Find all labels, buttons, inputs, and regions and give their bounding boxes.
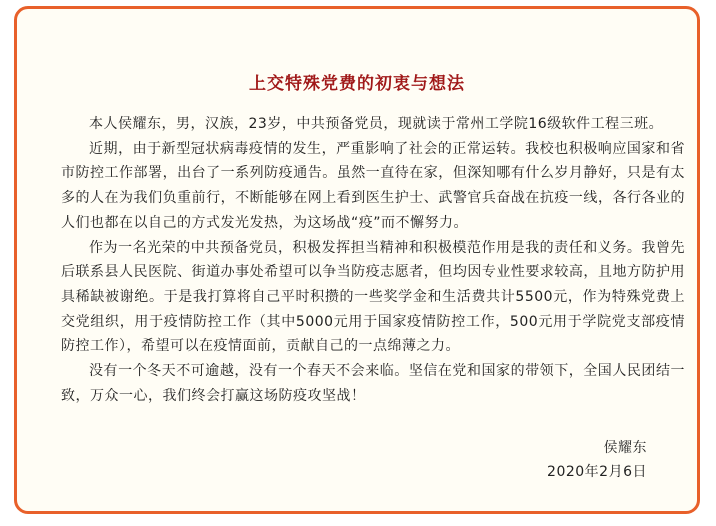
document-frame — [14, 6, 700, 514]
paragraph-background: 近期，由于新型冠状病毒疫情的发生，严重影响了社会的正常运转。我校也积极响应国家和省市防控工作部署，出台了一系列防疫通告。虽然一直待在家，但深知哪有什么岁月静好，只是有太多的人在为我们负重前行，不断能够在网上看到医生护士、武警官兵奋战在抗疫一线，各行各业的人们也都在以自己的方式发光发热，为这场战“疫”而不懈努力。 — [61, 140, 685, 231]
paragraph-action: 作为一名光荣的中共预备党员，积极发挥担当精神和积极模范作用是我的责任和义务。我曾先后联系县人民医院、街道办事处希望可以争当防疫志愿者，但均因专业性要求较高，且地方防护用具稀缺被谢绝。于是我打算将自己平时积攒的一些奖学金和生活费共计5500元，作为特殊党费上交党组织，用于疫情防控工作（其中5000元用于国家疫情防控工作，500元用于学院党支部疫情防控工作），希望可以在疫情面前，贡献自己的一点绵薄之力。 — [61, 239, 685, 355]
signature-name: 侯耀东 — [603, 440, 647, 456]
paragraph-closing: 没有一个冬天不可逾越，没有一个春天不会来临。坚信在党和国家的带领下，全国人民团结一致，万众一心，我们终会打赢这场防疫攻坚战！ — [61, 363, 685, 404]
paragraph-intro: 本人侯耀东，男，汉族，23岁，中共预备党员，现就读于常州工学院16级软件工程三班。 — [89, 116, 664, 132]
signature-date: 2020年2月6日 — [547, 464, 647, 480]
document-title: 上交特殊党费的初衷与想法 — [249, 74, 465, 94]
document-body — [61, 112, 685, 408]
